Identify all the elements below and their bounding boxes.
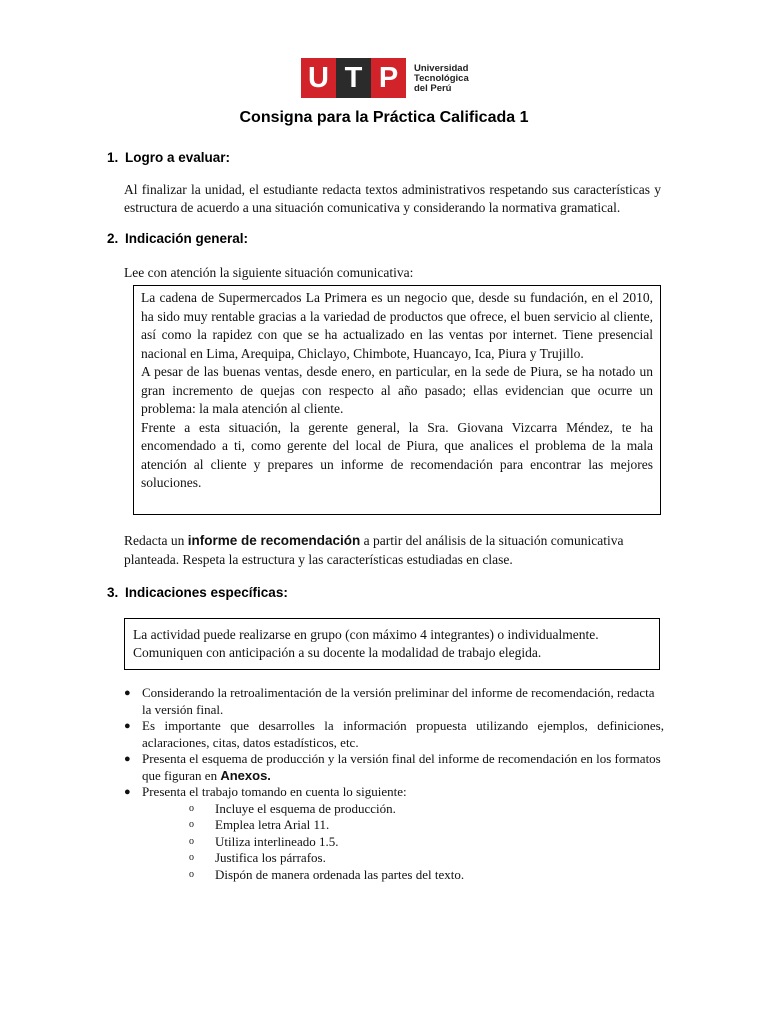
section-1-heading (0, 150, 768, 168)
sub-list-item: o Utiliza interlineado 1.5. (189, 833, 339, 849)
logo-letter-t: T (336, 58, 371, 98)
situation-paragraph-1: La cadena de Supermercados La Primera es un negocio que, desde su fundación, en el 2010, ha sido muy rentable gracias a la variedad de productos que ofrece, el buen servicio al cliente, así como la rapidez con que se ha actualizado en las ventas por internet. Tiene presencial nacional en Lima, Arequipa, Chiclayo, Chimbote, Huancayo, Ica, Piura y Trujillo. (141, 290, 653, 361)
specific-instructions-list (124, 685, 664, 883)
task-keyword: informe de recomendación (187, 533, 361, 548)
sub-list-item: o Incluye el esquema de producción. (189, 800, 396, 816)
modality-text: La actividad puede realizarse en grupo (con máximo 4 integrantes) o individualmente. Comuniquen con anticipación a su docente la modalidad de trabajo elegida. (133, 627, 599, 660)
circle-bullet-icon: o (189, 852, 194, 863)
bullet-icon: ● (124, 753, 131, 765)
logo-letter-u: U (301, 58, 336, 98)
list-item: ● Considerando la retroalimentación de la versión preliminar del informe de recomendación, redacta la versión final. (124, 685, 655, 717)
sub-list-item: o Justifica los párrafos. (189, 850, 326, 865)
circle-bullet-icon: o (189, 868, 194, 880)
situation-box (133, 285, 661, 515)
sub-list-item: o Emplea letra Arial 11. (189, 817, 330, 832)
circle-bullet-icon: o (189, 802, 194, 814)
anexos-keyword: Anexos. (220, 767, 271, 783)
section-2-title: Indicación general: (125, 231, 249, 246)
modality-box (124, 618, 660, 670)
list-item: ● Es importante que desarrolles la información propuesta utilizando ejemplos, definiciones, aclaraciones, citas, datos estadísticos, etc. (124, 718, 664, 750)
presentation-sublist (189, 801, 664, 884)
bullet-icon: ● (124, 786, 131, 798)
page-title: Consigna para la Práctica Calificada 1 (239, 109, 529, 126)
section-3-heading (0, 585, 768, 603)
section-3-title: Indicaciones específicas: (125, 585, 288, 600)
section-1-text: Al finalizar la unidad, el estudiante redacta textos administrativos respetando sus características y estructura de acuerdo a una situación comunicativa y considerando la normativa gramatical. (124, 182, 661, 215)
situation-paragraph-3: Frente a esta situación, la gerente general, la Sra. Giovana Vizcarra Méndez, te ha encomendado a ti, como gerente del local de Piura, que analices el problema de la mala atención al cliente y prepares un informe de recomendación para encontrar las mejores soluciones. (141, 419, 653, 490)
list-item: ● Presenta el trabajo tomando en cuenta lo siguiente: o Incluye el esquema de producción. o Emplea letra Arial 11. o Utiliza interlineado 1.5. o Justifica los párrafos. o Dispón de manera ordenada las partes del texto. (124, 784, 664, 883)
situation-paragraph-2: A pesar de las buenas ventas, desde enero, en particular, en la sede de Piura, se ha notado un gran incremento de quejas con respecto al año pasado; ellas evidencian que ocurre un problema: la mala atención al cliente. (141, 364, 653, 416)
section-2-heading (0, 231, 768, 249)
bullet-icon: ● (124, 720, 131, 732)
section-2-intro: Lee con atención la siguiente situación comunicativa: (124, 265, 414, 280)
logo-institution-name: Universidad Tecnológica del Perú (414, 63, 469, 94)
list-item: ● Presenta el esquema de producción y la versión final del informe de recomendación en los formatos que figuran en Anexos. (124, 751, 661, 783)
circle-bullet-icon: o (189, 819, 194, 830)
section-3-number: 3. (107, 585, 119, 600)
circle-bullet-icon: o (189, 835, 194, 847)
sub-list-item: o Dispón de manera ordenada las partes del texto. (189, 866, 465, 882)
task-instruction: Redacta un informe de recomendación a partir del análisis de la situación comunicativa planteada. Respeta la estructura y las características estudiadas en clase. (124, 533, 624, 567)
logo-letter-p: P (371, 58, 406, 98)
utp-logo (301, 58, 469, 98)
section-1-title: Logro a evaluar: (125, 150, 231, 165)
section-2-number: 2. (107, 231, 119, 246)
section-1-number: 1. (107, 150, 119, 165)
bullet-icon: ● (124, 687, 131, 699)
